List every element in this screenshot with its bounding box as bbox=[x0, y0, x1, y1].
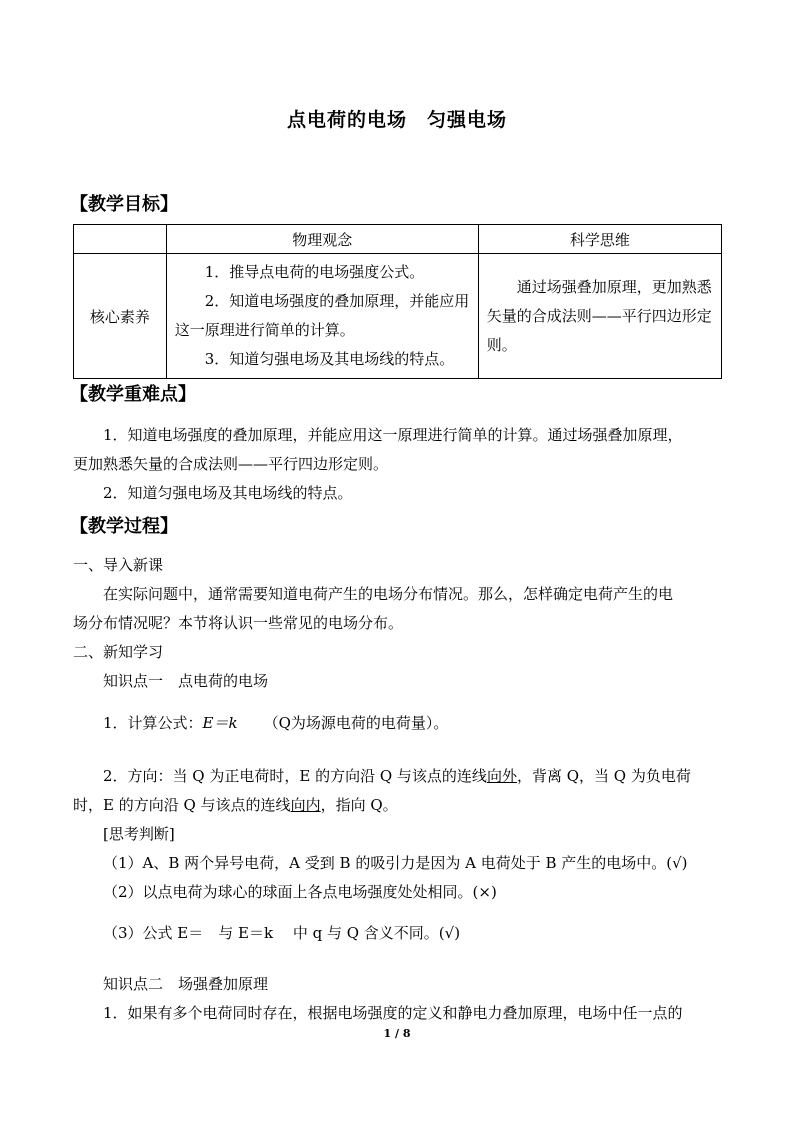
direction-text: ，指向 Q。 bbox=[320, 796, 398, 814]
think-judge-title: [思考判断] bbox=[103, 825, 175, 843]
part1-title: 一、导入新课 bbox=[73, 556, 164, 574]
key-point-line: 2．知道匀强电场及其电场线的特点。 bbox=[103, 484, 353, 502]
goals-table bbox=[73, 224, 722, 379]
section-heading-goals: 【教学目标】 bbox=[70, 194, 178, 215]
page-title: 点电荷的电场 匀强电场 bbox=[286, 109, 507, 131]
science-thinking-text: 通过场强叠加原理，更加熟悉矢量的合成法则——平行四边形定则。 bbox=[486, 277, 712, 354]
direction-line-1 bbox=[103, 765, 691, 786]
direction-text: ，背离 Q，当 Q 为负电荷 bbox=[516, 767, 691, 785]
goals-table-thinking-cell bbox=[478, 254, 721, 379]
direction-inward: 向内 bbox=[290, 796, 321, 814]
goals-table-row-label: 核心素养 bbox=[74, 254, 167, 379]
section-heading-process: 【教学过程】 bbox=[70, 516, 178, 537]
key-point-line: 1．知道电场强度的叠加原理，并能应用这一原理进行简单的计算。通过场强叠加原理， bbox=[103, 426, 683, 444]
kp2-text: 1．如果有多个电荷同时存在，根据电场强度的定义和静电力叠加原理，电场中任一点的 bbox=[103, 1004, 683, 1022]
part2-title: 二、新知学习 bbox=[73, 643, 164, 661]
goals-table-physics-cell bbox=[166, 254, 478, 379]
direction-text: 时，E 的方向沿 Q 与该点的连线 bbox=[73, 796, 291, 814]
judge-item: （1）A、B 两个异号电荷，A 受到 B 的吸引力是因为 A 电荷处于 B 产生的电场中。(√) bbox=[103, 854, 688, 872]
physics-item: 1．推导点电荷的电场强度公式。 bbox=[204, 263, 425, 281]
direction-line-2 bbox=[73, 794, 398, 815]
key-point-line: 更加熟悉矢量的合成法则——平行四边形定则。 bbox=[73, 455, 389, 473]
formula-line bbox=[103, 712, 448, 733]
formula: E＝k bbox=[202, 714, 238, 732]
knowledge-point-1-title: 知识点一 点电荷的电场 bbox=[103, 672, 269, 690]
goals-table-row bbox=[74, 254, 722, 379]
goals-table-header-physics: 物理观念 bbox=[166, 225, 478, 254]
knowledge-point-2-title: 知识点二 场强叠加原理 bbox=[103, 975, 269, 993]
goals-table-header-empty bbox=[74, 225, 167, 254]
goals-table-header-thinking: 科学思维 bbox=[478, 225, 721, 254]
formula-prefix: 1．计算公式： bbox=[103, 714, 203, 732]
part1-text: 在实际问题中，通常需要知道电荷产生的电场分布情况。那么，怎样确定电荷产生的电 bbox=[103, 585, 674, 603]
judge-item: （2）以点电荷为球心的球面上各点电场强度处处相同。(×) bbox=[103, 883, 497, 901]
goals-table-header-row bbox=[74, 225, 722, 254]
part1-text: 场分布情况呢？本节将认识一些常见的电场分布。 bbox=[73, 614, 404, 632]
physics-item: 2．知道电场强度的叠加原理，并能应用这一原理进行简单的计算。 bbox=[174, 292, 470, 339]
physics-item: 3．知道匀强电场及其电场线的特点。 bbox=[204, 350, 455, 368]
section-heading-key-points: 【教学重难点】 bbox=[70, 384, 196, 405]
direction-text: 2．方向：当 Q 为正电荷时，E 的方向沿 Q 与该点的连线 bbox=[103, 767, 487, 785]
direction-outward: 向外 bbox=[486, 767, 517, 785]
page-number: 1 / 8 bbox=[383, 1027, 411, 1040]
judge-item: （3）公式 E＝ 与 E＝k 中 q 与 Q 含义不同。(√) bbox=[103, 924, 461, 942]
formula-note: （Q为场源电荷的电荷量）。 bbox=[263, 714, 449, 732]
